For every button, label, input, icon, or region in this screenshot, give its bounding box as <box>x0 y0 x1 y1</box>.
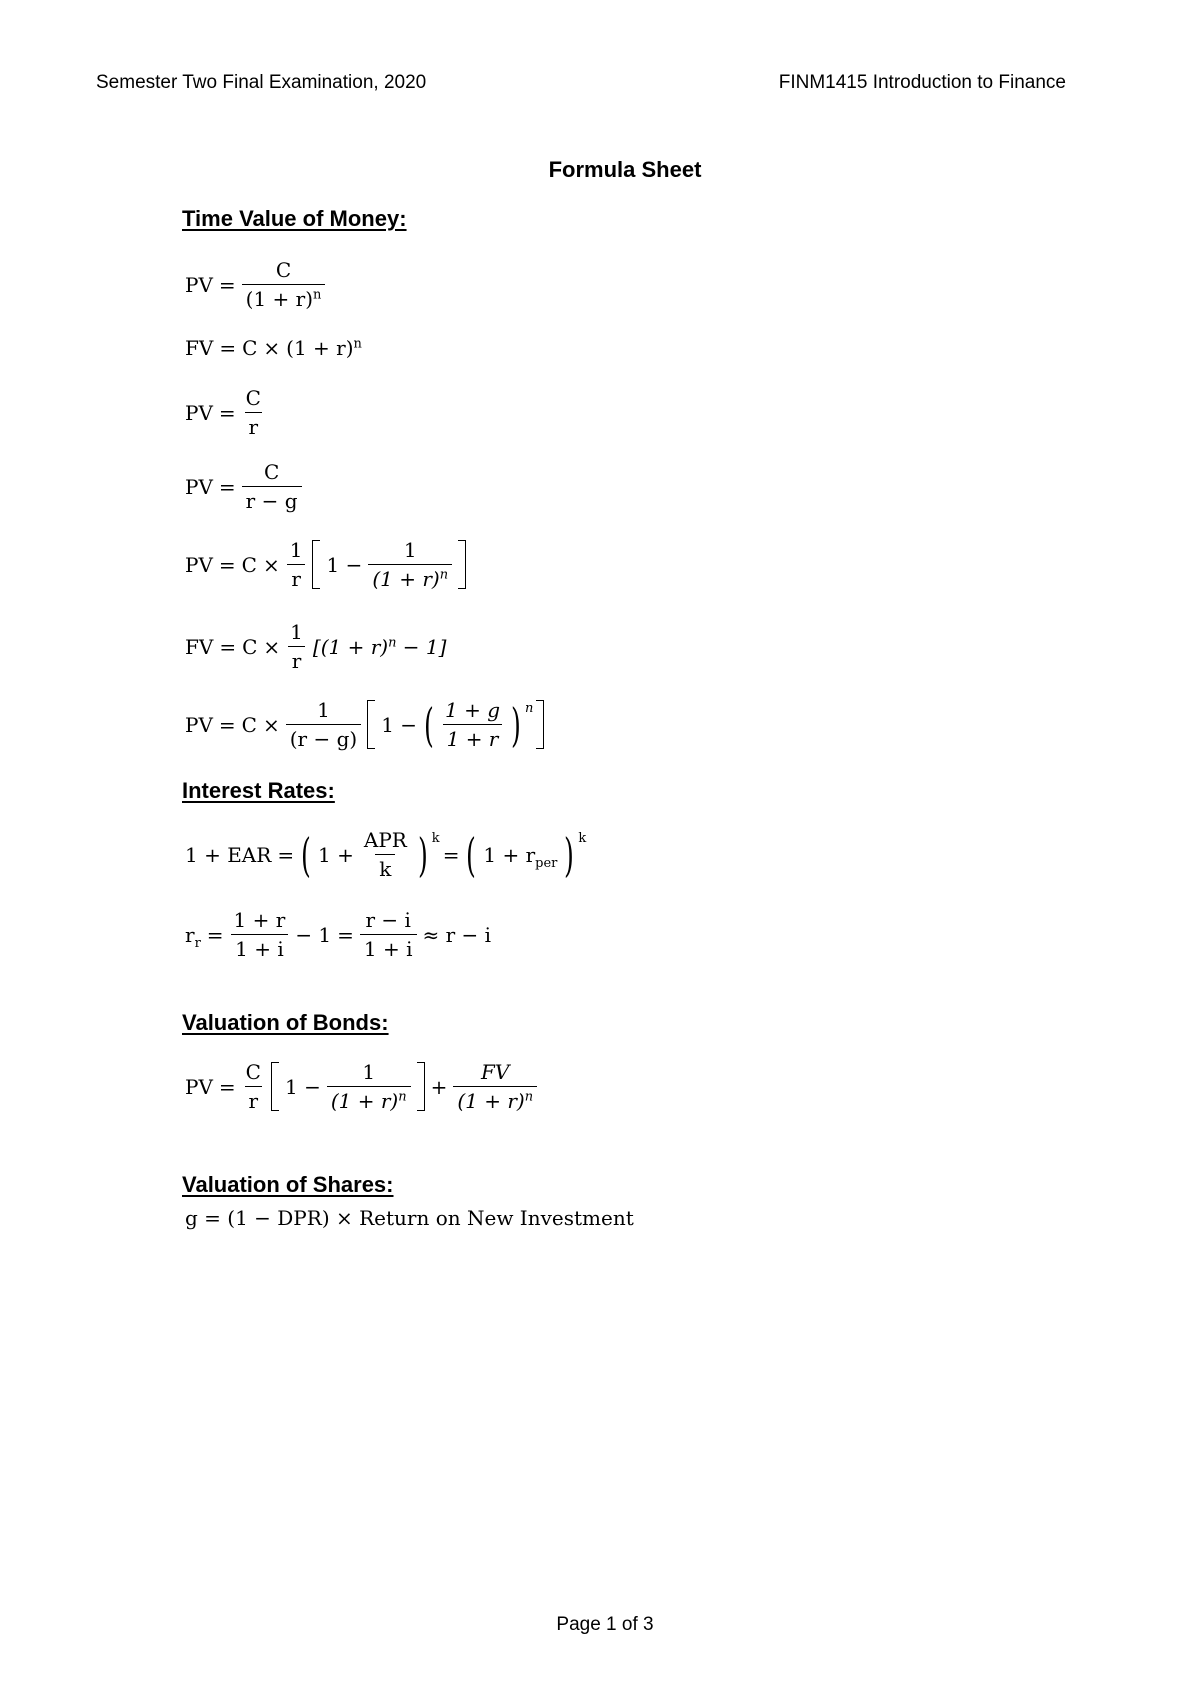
fraction <box>242 460 302 513</box>
formula-ear <box>182 828 586 881</box>
denominator <box>242 284 326 311</box>
symbol: = <box>218 400 236 425</box>
denominator: 1 + i <box>360 934 417 961</box>
exponent: k <box>578 831 587 846</box>
term: $[(1 + r)^n - 1]$ <box>312 634 447 659</box>
numerator: 1 <box>317 698 330 722</box>
denominator: $(1 + r)^n$ <box>453 1086 537 1113</box>
numerator: 1 <box>362 1060 376 1084</box>
symbol: FV <box>185 336 214 360</box>
symbol: = <box>337 922 354 947</box>
fraction <box>360 908 417 961</box>
symbol: = <box>218 712 236 737</box>
denominator: (r − g) <box>286 724 361 751</box>
symbol: C <box>242 634 258 659</box>
section-heading-interest-rates: Interest Rates: <box>182 778 335 803</box>
left-bracket <box>271 1062 279 1111</box>
term: 1 − <box>381 712 418 737</box>
denominator: $(1 + r)^n$ <box>327 1086 411 1113</box>
fraction <box>453 1060 537 1113</box>
symbol: = <box>218 1074 236 1099</box>
denominator: k <box>375 854 395 881</box>
fraction <box>368 538 452 591</box>
fraction <box>360 828 411 881</box>
term: (1 + r) <box>245 287 314 311</box>
term: 1 − <box>284 1074 321 1099</box>
formula-pv-single <box>182 258 328 311</box>
symbol: × <box>263 336 281 360</box>
symbol: C <box>241 712 257 737</box>
symbol: PV <box>185 400 213 425</box>
term: 1 + <box>318 842 354 867</box>
symbol: C <box>242 336 258 360</box>
symbol: PV <box>185 712 213 737</box>
fraction <box>286 620 307 673</box>
numerator: 1 <box>403 538 417 562</box>
term: − 1 <box>295 922 332 947</box>
numerator: APR <box>363 828 407 852</box>
right-paren: ) <box>564 827 575 882</box>
right-paren: ) <box>511 697 521 752</box>
numerator: 1 <box>290 620 303 644</box>
fraction <box>242 1060 265 1113</box>
denominator: 1 + r <box>443 724 503 751</box>
symbol: PV <box>185 474 213 499</box>
formula-pv-growing-perpetuity <box>182 460 305 513</box>
symbol: C <box>241 552 257 577</box>
section-heading-shares: Valuation of Shares: <box>182 1172 394 1197</box>
term: $(1 + r)^n$ <box>286 336 362 360</box>
fraction <box>242 258 326 311</box>
term: 1 + EAR <box>185 842 272 867</box>
exponent: k <box>431 831 440 846</box>
symbol: = <box>218 552 236 577</box>
fraction <box>441 698 504 751</box>
section-heading-bonds: Valuation of Bonds: <box>182 1010 389 1035</box>
left-bracket <box>312 540 320 589</box>
symbol: = <box>218 474 236 499</box>
term: ≈ r − i <box>422 922 492 947</box>
symbol: FV <box>185 634 214 659</box>
left-bracket <box>367 700 375 749</box>
numerator: C <box>275 258 292 282</box>
symbol: PV <box>185 552 213 577</box>
symbol: = <box>219 634 237 659</box>
header-course-title: FINM1415 Introduction to Finance <box>778 72 1066 93</box>
right-bracket <box>417 1062 425 1111</box>
denominator: r <box>245 1086 263 1113</box>
header-exam-title: Semester Two Final Examination, 2020 <box>96 72 427 93</box>
right-paren: ) <box>417 827 428 882</box>
symbol: + <box>430 1074 448 1099</box>
numerator: 1 <box>289 538 303 562</box>
numerator: r − i <box>365 908 411 932</box>
symbol: = <box>219 336 237 360</box>
symbol: PV <box>185 272 213 297</box>
numerator: C <box>263 460 280 484</box>
fraction <box>286 698 361 751</box>
fraction <box>286 538 307 591</box>
fraction <box>230 908 290 961</box>
formula-bond-price <box>182 1060 540 1113</box>
numerator: C <box>245 1060 261 1084</box>
term: g = (1 − DPR) × Return on New Investment <box>185 1206 634 1230</box>
formula-fv-annuity <box>182 620 449 673</box>
symbol: × <box>262 552 280 577</box>
formula-growth-rate <box>182 1206 637 1230</box>
formula-pv-growing-annuity <box>182 698 547 751</box>
formula-fv-single <box>182 336 365 360</box>
exponent: n <box>524 701 534 716</box>
term: 1 − <box>326 552 363 577</box>
formula-real-rate <box>182 908 494 961</box>
page-number: Page 1 of 3 <box>556 1614 654 1635</box>
right-bracket <box>458 540 466 589</box>
symbol: = <box>442 842 460 867</box>
left-paren: ( <box>424 697 434 752</box>
term: $1 + r_{per}$ <box>483 842 558 871</box>
symbol: PV <box>185 1074 213 1099</box>
formula-pv-annuity <box>182 538 469 591</box>
term: $r_r$ <box>185 922 201 951</box>
symbol: × <box>263 634 281 659</box>
fraction <box>242 386 265 439</box>
symbol: × <box>262 712 280 737</box>
numerator: FV <box>481 1060 510 1084</box>
denominator: 1 + i <box>231 934 288 961</box>
numerator: 1 + g <box>445 698 500 722</box>
symbol: = <box>218 272 236 297</box>
page-title: Formula Sheet <box>548 157 702 182</box>
left-paren: ( <box>466 827 477 882</box>
numerator: 1 + r <box>233 908 286 932</box>
fraction <box>327 1060 411 1113</box>
denominator: r <box>288 646 306 673</box>
denominator: r <box>245 412 263 439</box>
denominator: r − g <box>242 486 302 513</box>
numerator: C <box>245 386 261 410</box>
symbol: = <box>277 842 295 867</box>
denominator: $(1 + r)^n$ <box>368 564 452 591</box>
right-bracket <box>536 700 544 749</box>
section-heading-time-value: Time Value of Money: <box>182 206 407 231</box>
exponent: n <box>313 287 322 303</box>
denominator: r <box>287 564 305 591</box>
symbol: = <box>206 922 224 947</box>
formula-pv-perpetuity <box>182 386 268 439</box>
left-paren: ( <box>301 827 311 882</box>
